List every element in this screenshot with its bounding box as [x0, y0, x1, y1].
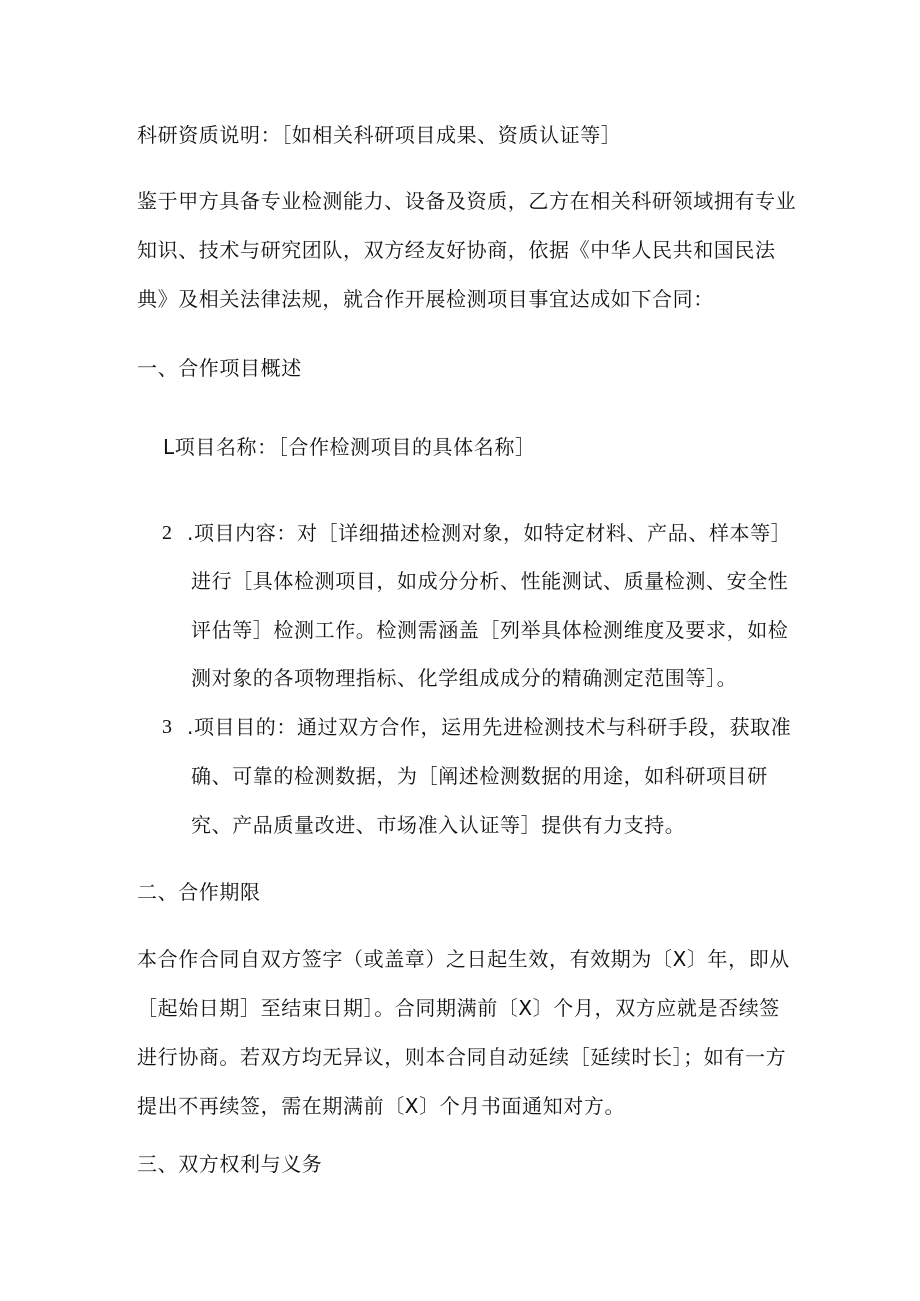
item-content-line-1: .项目内容：对［详细描述检测对象，如特定材料、产品、样本等］	[187, 521, 792, 545]
item-content-line-3: 评估等］检测工作。检测需涵盖［列举具体检测维度及要求，如检	[191, 618, 789, 642]
term-line-1: 本合作合同自双方签字（或盖章）之日起生效，有效期为〔X〕年，即从	[137, 947, 790, 971]
preamble-line-2: 知识、技术与研究团队，双方经友好协商，依据《中华人民共和国民法	[137, 238, 776, 262]
item-number-2: 2	[162, 522, 172, 544]
term-line-4: 提出不再续签，需在期满前〔X〕个月书面通知对方。	[137, 1094, 626, 1118]
preamble-line-3: 典》及相关法律法规，就合作开展检测项目事宜达成如下合同：	[137, 287, 714, 311]
qualification-note: 科研资质说明：［如相关科研项目成果、资质认证等］	[137, 123, 622, 147]
item-content-line-4: 测对象的各项物理指标、化学组成成分的精确测定范围等］。	[191, 666, 738, 690]
section-heading-3: 三、双方权利与义务	[137, 1152, 323, 1176]
term-line-3: 进行协商。若双方均无异议，则本合同自动延续［延续时长］；如有一方	[137, 1045, 787, 1069]
item-purpose-line-1: .项目目的：通过双方合作，运用先进检测技术与科研手段，获取准	[187, 715, 792, 739]
term-line-2: ［起始日期］至结束日期］。合同期满前〔X〕个月，双方应就是否续签	[137, 996, 780, 1020]
preamble-line-1: 鉴于甲方具备专业检测能力、设备及资质，乙方在相关科研领域拥有专业	[137, 189, 797, 213]
item-purpose-line-2: 确、可靠的检测数据，为［阐述检测数据的用途，如科研项目研	[191, 764, 768, 788]
item-number-3: 3	[162, 716, 172, 738]
item-project-name: L项目名称：［合作检测项目的具体名称］	[163, 435, 536, 459]
item-purpose-line-3: 究、产品质量改进、市场准入认证等］提供有力支持。	[191, 813, 686, 837]
section-heading-2: 二、合作期限	[137, 880, 261, 904]
section-heading-1: 一、合作项目概述	[137, 356, 302, 380]
item-content-line-2: 进行［具体检测项目，如成分分析、性能测试、质量检测、安全性	[191, 569, 789, 593]
